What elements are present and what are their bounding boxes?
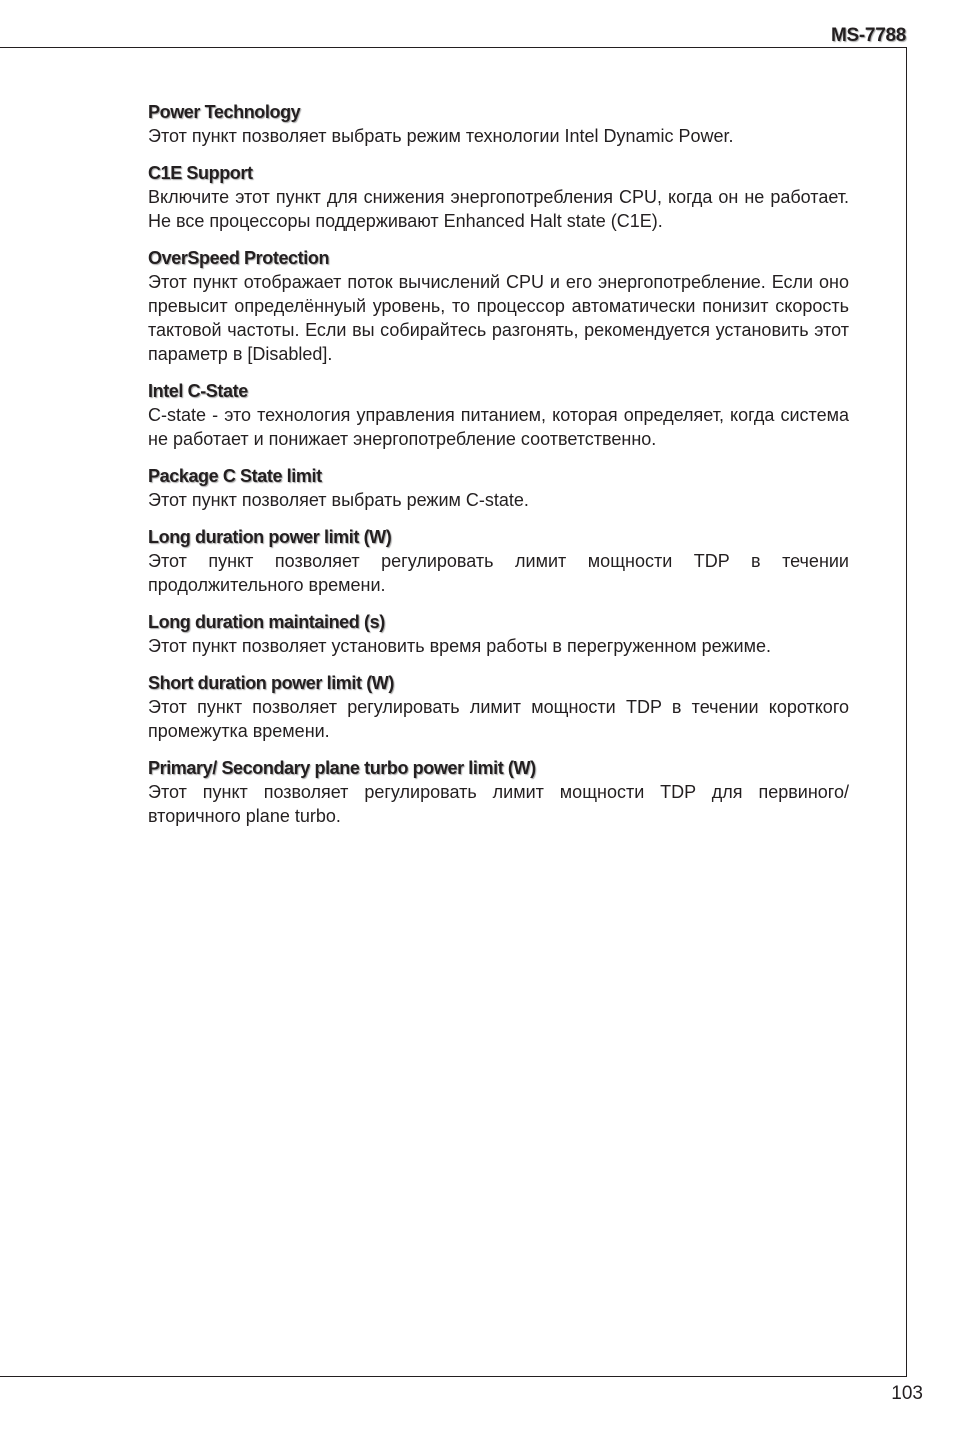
section-power-technology	[148, 100, 849, 148]
section-short-duration-power-limit	[148, 671, 849, 743]
section-title: Short duration power limit (W)	[148, 673, 394, 693]
section-title: Long duration power limit (W)	[148, 527, 392, 547]
section-long-duration-power-limit	[148, 525, 849, 597]
right-divider	[906, 47, 907, 1377]
section-body: Этот пункт позволяет установить время работы в перегруженном режиме.	[148, 636, 771, 656]
section-long-duration-maintained	[148, 610, 849, 658]
section-title: Package C State limit	[148, 466, 322, 486]
section-body: Этот пункт отображает поток вычислений CPU и его энергопотребление. Если оно превысит определённуый уровень, то процессор автоматически понизит скорость тактовой частоты. Если вы собирайтесь разгонять, рекомендуется установить этот параметр в [Disabled].	[148, 272, 849, 364]
top-divider	[0, 47, 907, 48]
section-body: Этот пункт позволяет регулировать лимит мощности TDP в течении продолжительного времени.	[148, 551, 849, 595]
section-title: C1E Support	[148, 163, 253, 183]
section-intel-c-state	[148, 379, 849, 451]
section-title: Intel C-State	[148, 381, 248, 401]
section-body: Этот пункт позволяет выбрать режим технологии Intel Dynamic Power.	[148, 126, 734, 146]
main-content	[148, 100, 849, 841]
section-title: Power Technology	[148, 102, 301, 122]
section-body: C-state - это технология управления питанием, которая определяет, когда система не работает и понижает энергопотребление соответственно.	[148, 405, 849, 449]
section-c1e-support	[148, 161, 849, 233]
section-body: Этот пункт позволяет регулировать лимит мощности TDP для первиного/ вторичного plane turbo.	[148, 782, 849, 826]
section-body: Этот пункт позволяет регулировать лимит мощности TDP в течении короткого промежутка времени.	[148, 697, 849, 741]
section-overspeed-protection	[148, 246, 849, 366]
page-number: 103	[891, 1383, 923, 1404]
section-title: Primary/ Secondary plane turbo power limit (W)	[148, 758, 536, 778]
section-body: Включите этот пункт для снижения энергопотребления CPU, когда он не работает. Не все процессоры поддерживают Enhanced Halt state (C1E).	[148, 187, 849, 231]
header-model-label: MS-7788	[831, 25, 906, 46]
section-title: Long duration maintained (s)	[148, 612, 385, 632]
bottom-divider	[0, 1376, 907, 1377]
section-package-c-state-limit	[148, 464, 849, 512]
section-title: OverSpeed Protection	[148, 248, 330, 268]
section-body: Этот пункт позволяет выбрать режим C-state.	[148, 490, 529, 510]
section-plane-turbo-power-limit	[148, 756, 849, 828]
